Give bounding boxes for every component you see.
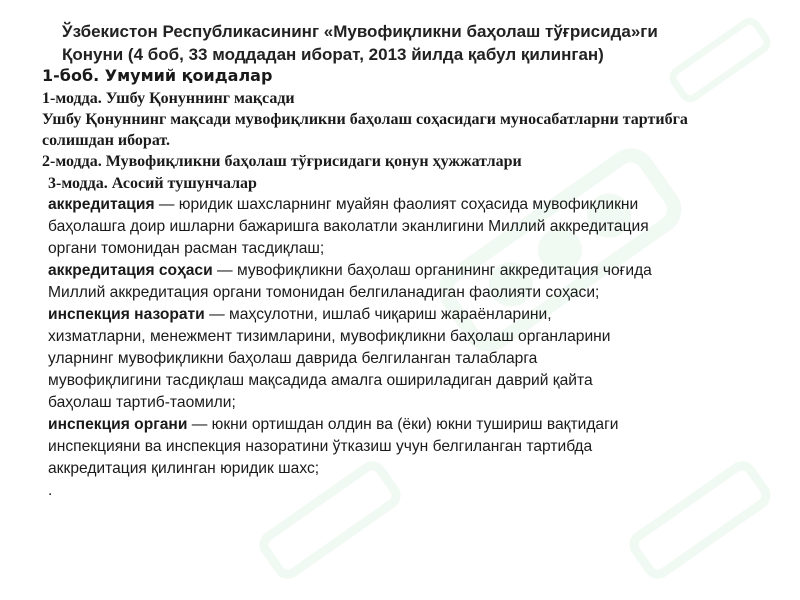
definition-line	[48, 414, 788, 436]
chapter-heading: 1-боб. Умумий қоидалар	[42, 66, 273, 85]
document-title	[62, 20, 782, 66]
definition-line	[48, 260, 788, 282]
definition-line: баҳолаш тартиб-таомили;	[48, 394, 236, 411]
article1-text-line: Ушбу Қонуннинг мақсади мувофиқликни баҳолаш соҳасидаги муносабатларни тартибга	[42, 111, 688, 128]
article1-heading: 1-модда. Ушбу Қонуннинг мақсади	[42, 90, 295, 107]
title-line: Қонуни (4 боб, 33 моддадан иборат, 2013 йилда қабул қилинган)	[62, 45, 604, 64]
definition-term: аккредитация соҳаси	[48, 262, 213, 279]
article3-heading: 3-модда. Асосий тушунчалар	[48, 175, 257, 192]
definition-line: баҳолашга доир ишларни бажаришга ваколатли эканлигини Миллий аккредитация	[48, 218, 649, 235]
article1-text-line: солишдан иборат.	[42, 132, 171, 149]
definition-line: органи томонидан расман тасдиқлаш;	[48, 240, 325, 257]
article2-heading: 2-модда. Мувофиқликни баҳолаш тўғрисидаги қонун ҳужжатлари	[42, 153, 522, 170]
definition-line: мувофиқлигини тасдиқлаш мақсадида амалга ошириладиган даврий қайта	[48, 372, 593, 389]
definition-line: Миллий аккредитация органи томонидан белгиланадиган фаолияти соҳаси;	[48, 284, 600, 301]
definition-term: аккредитация	[48, 196, 155, 213]
articles-block	[42, 88, 782, 172]
definition-text: — мувофиқликни баҳолаш органининг аккредитация чоғида	[212, 262, 652, 279]
definition-line	[48, 194, 788, 216]
definition-line: аккредитация қилинган юридик шахс;	[48, 460, 320, 477]
title-line: Ўзбекистон Республикасининг «Мувофиқликни баҳолаш тўғрисида»ги	[62, 22, 658, 41]
trailing-mark: .	[48, 482, 53, 499]
definition-line: инспекцияни ва инспекция назоратини ўтказиш учун белгиланган тартибда	[48, 438, 593, 455]
definition-text: — юридик шахсларнинг муайян фаолият соҳасида мувофиқликни	[154, 196, 639, 213]
definition-line	[48, 304, 788, 326]
definition-text: — юкни ортишдан олдин ва (ёки) юкни тушириш вақтидаги	[187, 416, 619, 433]
definition-term: инспекция органи	[48, 416, 188, 433]
definition-text: — маҳсулотни, ишлаб чиқариш жараёнларини,	[204, 306, 552, 323]
definition-term: инспекция назорати	[48, 306, 205, 323]
definition-line: хизматларни, менежмент тизимларини, мувофиқликни баҳолаш органларини	[48, 328, 611, 345]
definition-line: уларнинг мувофиқликни баҳолаш даврида белгиланган талабларга	[48, 350, 538, 367]
definitions-list	[48, 194, 788, 502]
